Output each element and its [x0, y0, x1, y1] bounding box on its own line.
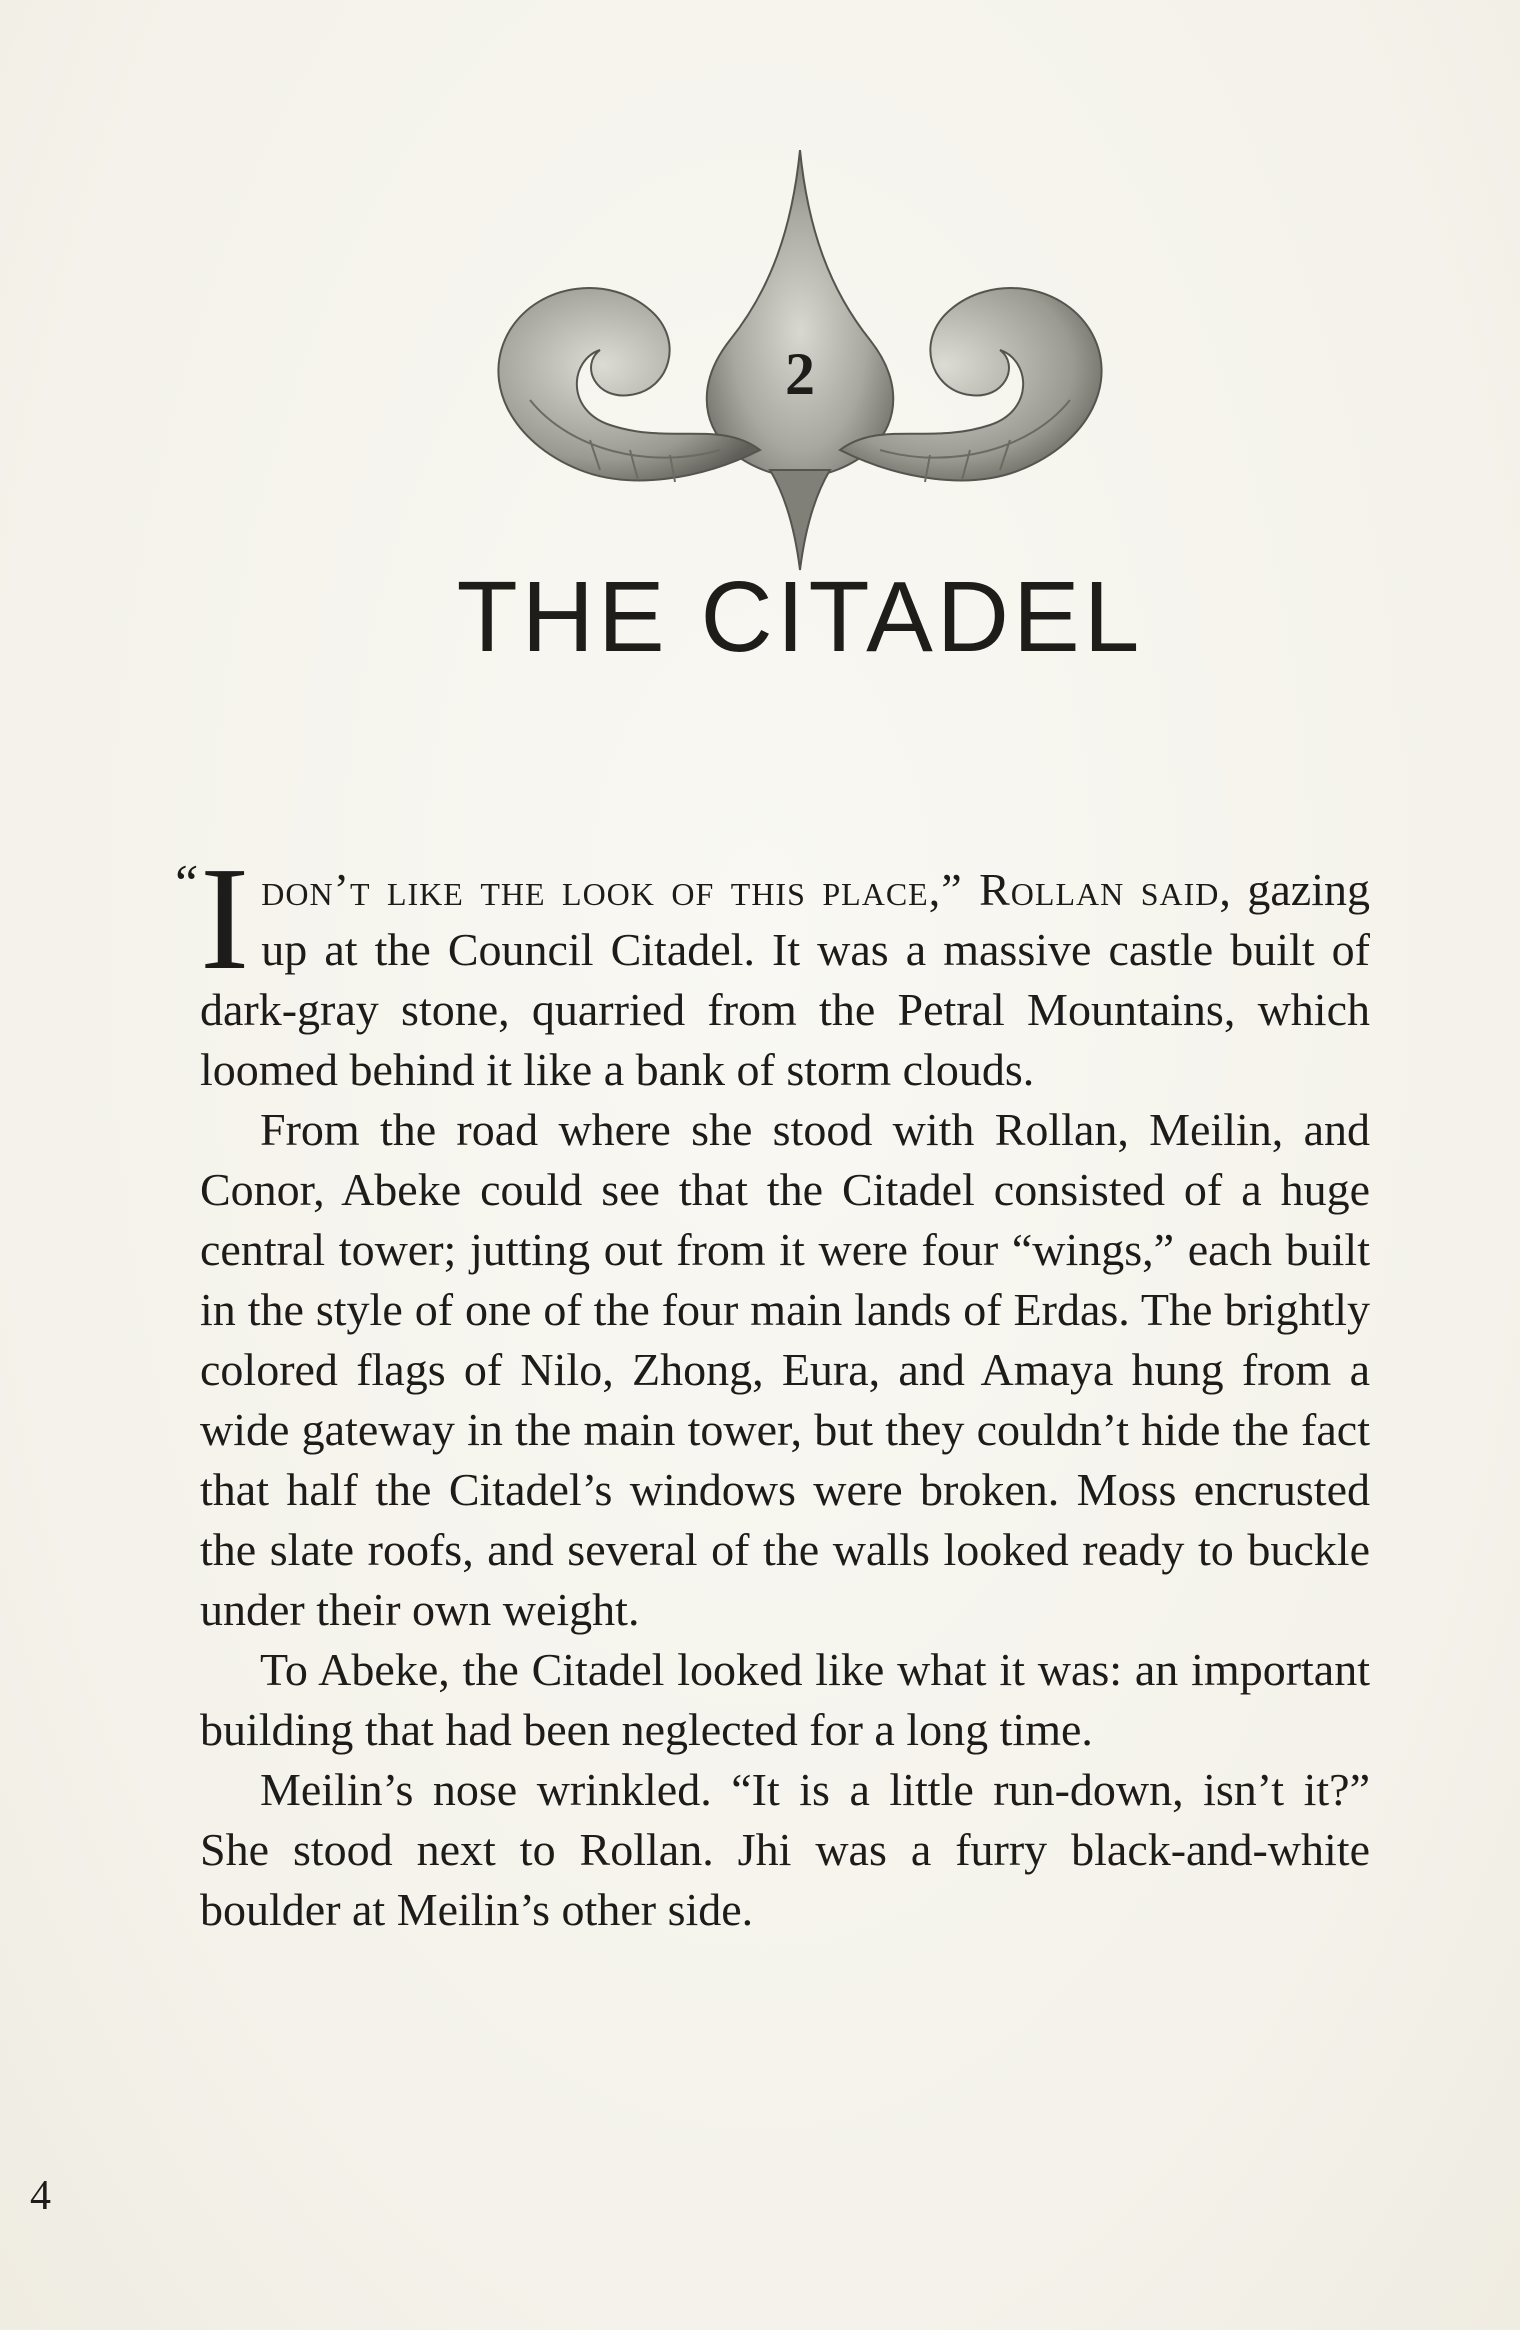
opening-text: gazing up at the Council Citadel. It was a massive castle built of dark-gray stone, quarried from the Petral Mountains, which loomed behind it like a bank of storm clouds. [200, 864, 1371, 1095]
opening-quote-mark: “ [170, 855, 199, 912]
drop-cap: I [200, 837, 250, 1001]
chapter-number: 2 [785, 341, 815, 407]
paragraph: Meilin’s nose wrinkled. “It is a little run-down, isn’t it?” She stood next to Rollan. Jhi was a furry black-and-white boulder at Meilin’s other side. [200, 1764, 1370, 1935]
page-number: 4 [30, 2173, 51, 2219]
paragraph: To Abeke, the Citadel looked like what it was: an important building that had been neglected for a long time. [200, 1644, 1370, 1755]
chapter-title: THE CITADEL [456, 561, 1144, 673]
opening-paragraph [170, 837, 1371, 1100]
opening-smallcaps-text: don’t like the look of this place,” Rollan said, [261, 864, 1232, 915]
chapter-body [170, 837, 1371, 1940]
paragraph: From the road where she stood with Rollan, Meilin, and Conor, Abeke could see that the Citadel consisted of a huge central tower; jutting out from it were four “wings,” each built in the style of one of the four main lands of Erdas. The brightly colored flags of Nilo, Zhong, Eura, and Amaya hung from a wide gateway in the main tower, but they couldn’t hide the fact that half the Citadel’s windows were broken. Moss encrusted the slate roofs, and several of the walls looked ready to buckle under their own weight. [200, 1104, 1370, 1635]
